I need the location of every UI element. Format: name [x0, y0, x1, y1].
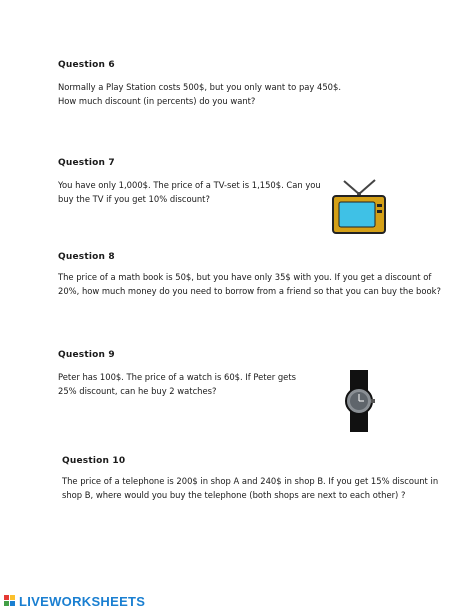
question-8-title: Question 8 — [58, 252, 115, 262]
question-8-line-1: The price of a math book is 50$, but you have only 35$ with you. If you get a discount of — [58, 272, 432, 282]
question-6-line-1: Normally a Play Station costs 500$, but you only want to pay 450$. — [58, 82, 341, 92]
question-7-title: Question 7 — [58, 158, 115, 168]
question-9-line-2: 25% discount, can he buy 2 watches? — [58, 386, 217, 396]
liveworksheets-logo-icon — [4, 592, 16, 611]
question-7-text — [58, 178, 321, 206]
question-9-line-1: Peter has 100$. The price of a watch is 60$. If Peter gets — [58, 372, 296, 382]
question-10-line-2: shop B, where would you buy the telephone (both shops are next to each other) ? — [62, 490, 406, 500]
question-9-title: Question 9 — [58, 350, 115, 360]
brand-name[interactable]: LIVEWORKSHEETS — [19, 594, 146, 609]
question-6-line-2: How much discount (in percents) do you want? — [58, 96, 256, 106]
question-6-text — [58, 80, 341, 108]
tv-icon — [330, 176, 388, 236]
question-6-title: Question 6 — [58, 60, 115, 70]
question-10-title: Question 10 — [62, 456, 126, 466]
question-7-line-1: You have only 1,000$. The price of a TV-set is 1,150$. Can you — [58, 180, 321, 190]
footer-branding[interactable] — [4, 594, 145, 609]
question-7-line-2: buy the TV if you get 10% discount? — [58, 194, 210, 204]
question-10-line-1: The price of a telephone is 200$ in shop A and 240$ in shop B. If you get 15% discount in — [62, 476, 439, 486]
question-8-line-2: 20%, how much money do you need to borrow from a friend so that you can buy the book? — [58, 286, 441, 296]
question-8-text — [58, 270, 441, 298]
question-10-text — [62, 474, 438, 502]
watch-icon — [340, 370, 378, 432]
question-9-text — [58, 370, 296, 398]
